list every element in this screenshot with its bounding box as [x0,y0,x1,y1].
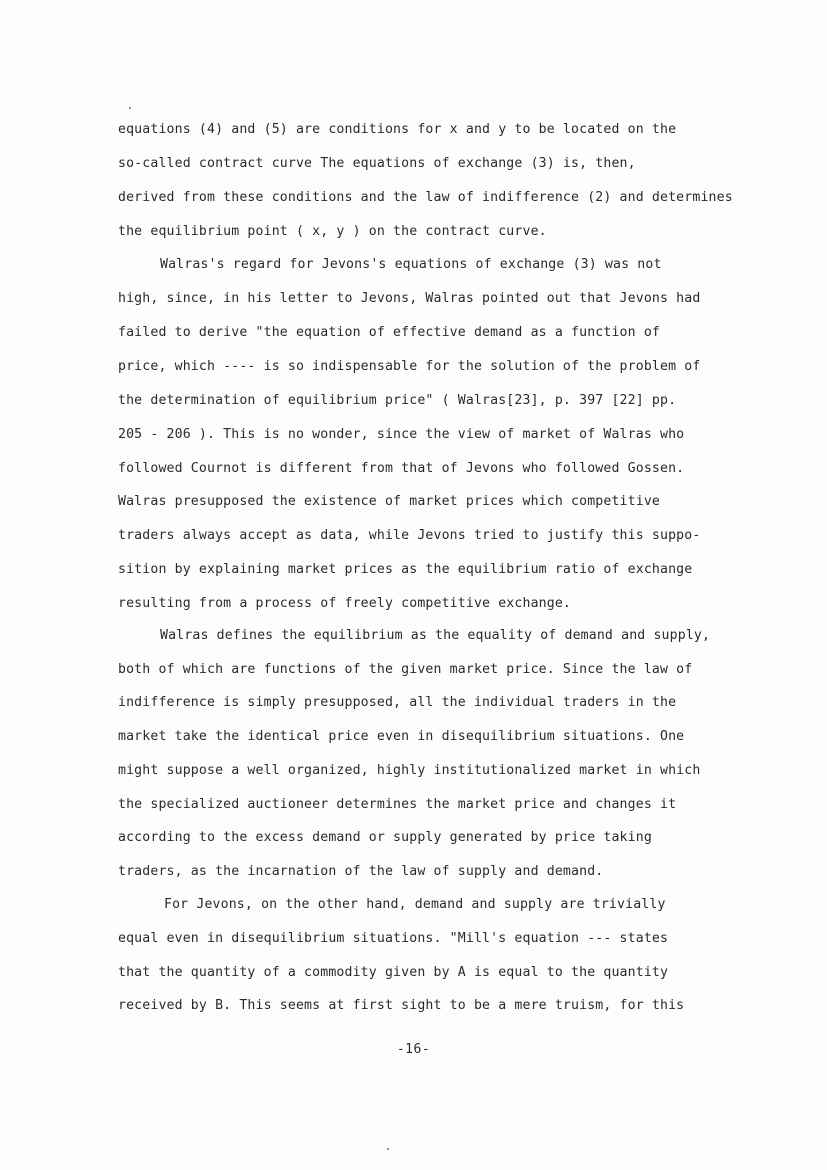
text-line: the equilibrium point ( x, y ) on the contract curve. [118,224,547,239]
text-line: Walras presupposed the existence of market prices which competitive [118,494,660,509]
text-line: received by B. This seems at first sight to be a mere truism, for this [118,998,685,1013]
text-line: equal even in disequilibrium situations. "Mill's equation --- states [118,931,669,946]
scan-speck [387,1148,389,1150]
text-line: traders, as the incarnation of the law of supply and demand. [118,864,604,879]
text-line: high, since, in his letter to Jevons, Walras pointed out that Jevons had [118,291,701,306]
text-line: market take the identical price even in disequilibrium situations. One [118,729,685,744]
text-line: 205 - 206 ). This is no wonder, since the view of market of Walras who [118,427,685,442]
text-line: derived from these conditions and the law of indifference (2) and determines [118,190,733,205]
text-line: so-called contract curve The equations of exchange (3) is, then, [118,156,636,171]
paragraph-first-line: Walras's regard for Jevons's equations of exchange (3) was not [160,257,662,272]
text-line: the determination of equilibrium price" ( Walras[23], p. 397 [22] pp. [118,393,677,408]
text-line: traders always accept as data, while Jevons tried to justify this suppo- [118,528,701,543]
text-line: indifference is simply presupposed, all the individual traders in the [118,695,677,710]
scan-speck [129,107,131,109]
text-line: that the quantity of a commodity given by A is equal to the quantity [118,965,669,980]
text-line: might suppose a well organized, highly institutionalized market in which [118,763,701,778]
text-line: both of which are functions of the given market price. Since the law of [118,662,693,677]
text-line: failed to derive "the equation of effective demand as a function of [118,325,660,340]
text-line: price, which ---- is so indispensable for the solution of the problem of [118,359,701,374]
page-number: -16- [396,1042,431,1057]
text-line: resulting from a process of freely competitive exchange. [118,596,572,611]
paragraph-first-line: For Jevons, on the other hand, demand and supply are trivially [164,897,666,912]
paragraph-first-line: Walras defines the equilibrium as the equality of demand and supply, [160,628,711,643]
text-line: equations (4) and (5) are conditions for x and y to be located on the [118,122,677,137]
text-line: sition by explaining market prices as the equilibrium ratio of exchange [118,562,693,577]
text-line: followed Cournot is different from that of Jevons who followed Gossen. [118,461,685,476]
text-line: the specialized auctioneer determines the market price and changes it [118,797,677,812]
text-line: according to the excess demand or supply generated by price taking [118,830,652,845]
